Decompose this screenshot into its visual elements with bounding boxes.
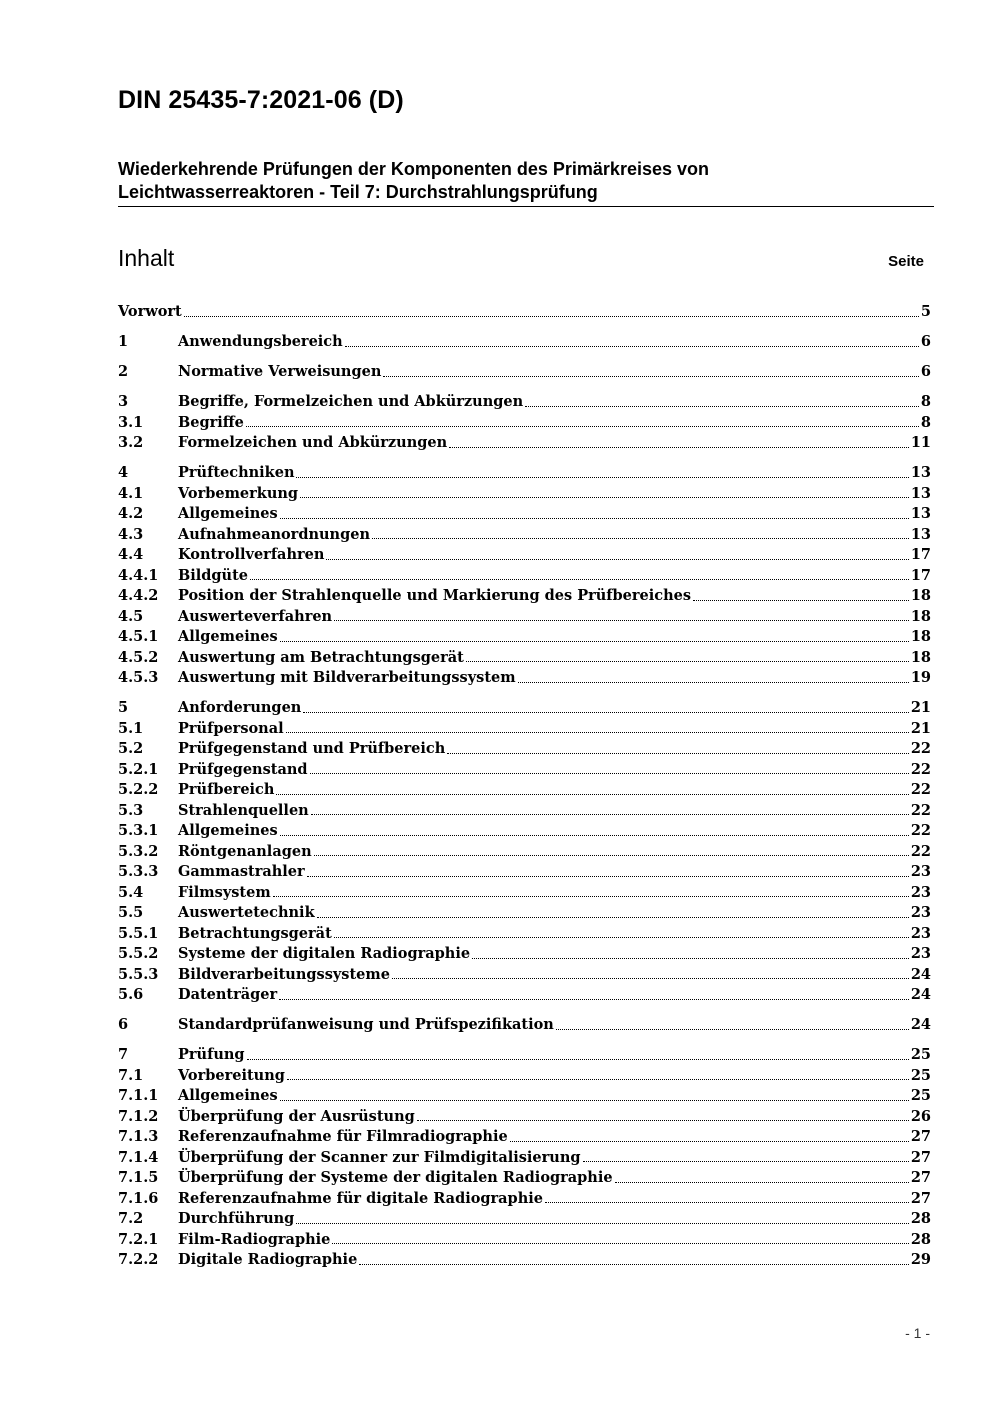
document-title [118, 158, 934, 207]
toc-entry-page: 27 [910, 1169, 931, 1186]
toc-entry[interactable] [118, 760, 931, 781]
dot-leader [247, 1058, 909, 1060]
dot-leader [359, 1263, 909, 1265]
toc-entry-label: Auswerteverfahren [178, 607, 333, 625]
dot-leader [310, 772, 909, 774]
dot-leader [345, 345, 919, 347]
toc-entry-number: 5.1 [118, 719, 144, 737]
dot-leader [311, 813, 909, 815]
dot-leader [545, 1201, 909, 1203]
toc-entry-label: Filmsystem [178, 883, 271, 901]
dot-leader [184, 315, 919, 317]
toc-entry[interactable] [118, 362, 931, 383]
dot-leader [447, 752, 909, 754]
toc-entry-number: 7.1.4 [118, 1148, 159, 1166]
dot-leader [332, 1242, 908, 1244]
toc-entry-page: 23 [910, 904, 931, 921]
toc-entry-page: 28 [910, 1230, 931, 1248]
toc-entry-number: 4.5.2 [118, 648, 159, 666]
toc-entry[interactable] [118, 903, 931, 924]
toc-entry-page: 6 [920, 363, 931, 380]
dot-leader [307, 875, 909, 877]
toc-entry[interactable] [118, 525, 931, 546]
toc-entry-label: Auswertung am Betrachtungsgerät [178, 648, 464, 666]
toc-entry-page: 13 [910, 464, 931, 481]
toc-entry[interactable] [118, 1230, 931, 1251]
toc-entry[interactable] [118, 668, 931, 689]
dot-leader [466, 660, 909, 662]
toc-entry-label: Formelzeichen und Abkürzungen [178, 434, 448, 451]
toc-entry-label: Prüftechniken [178, 464, 295, 481]
toc-entry-number: 5.3.1 [118, 822, 159, 839]
toc-entry-number: 4.2 [118, 505, 144, 522]
dot-leader [510, 1140, 909, 1142]
toc-entry-number: 7.2.1 [118, 1230, 159, 1248]
toc-heading: Inhalt [118, 245, 175, 271]
toc-entry[interactable] [118, 1127, 931, 1148]
toc-entry[interactable] [118, 1086, 931, 1107]
toc-entry-label: Prüfgegenstand und Prüfbereich [178, 740, 446, 757]
dot-leader [525, 405, 919, 407]
toc-entry-number: 2 [118, 363, 129, 380]
toc-page-column-heading: Seite [888, 253, 924, 270]
toc-entry-label: Gammastrahler [178, 863, 305, 880]
dot-leader [303, 711, 908, 713]
toc-entry-page: 27 [910, 1128, 931, 1145]
toc-entry-page: 25 [910, 1046, 931, 1063]
toc-entry-number: 5.2 [118, 740, 144, 757]
toc-entry-label: Überprüfung der Scanner zur Filmdigitalisierung [178, 1148, 581, 1166]
toc-entry-number: 5.2.2 [118, 781, 159, 798]
dot-leader [693, 599, 909, 601]
toc-entry-page: 24 [910, 986, 931, 1003]
toc-entry-page: 17 [910, 566, 931, 584]
dot-leader [449, 446, 909, 448]
toc-entry-number: 3.1 [118, 413, 144, 431]
page-number: - 1 - [905, 1325, 930, 1341]
toc-entry[interactable] [118, 862, 931, 883]
toc-entry-number: 7.1.6 [118, 1189, 159, 1207]
dot-leader [286, 731, 909, 733]
toc-entry-page: 11 [910, 434, 931, 451]
toc-entry-label: Vorbemerkung [178, 484, 299, 502]
dot-leader [279, 998, 909, 1000]
toc-entry-page: 21 [910, 699, 931, 716]
toc-entry[interactable] [118, 780, 931, 801]
toc-entry-label: Anforderungen [178, 699, 302, 716]
toc-entry-page: 17 [910, 546, 931, 563]
toc-entry-label: Überprüfung der Systeme der digitalen Radiographie [178, 1169, 613, 1186]
toc-entry[interactable] [118, 1189, 931, 1210]
toc-entry-number: 5.3.3 [118, 863, 159, 880]
toc-entry[interactable] [118, 1066, 931, 1087]
toc-entry-page: 5 [920, 303, 931, 320]
toc-entry-label: Vorwort [118, 303, 182, 320]
toc-entry-page: 23 [910, 924, 931, 942]
toc-entry-number: 7.1 [118, 1066, 144, 1084]
dot-leader [280, 517, 909, 519]
toc-entry-label: Position der Strahlenquelle und Markierung des Prüfbereiches [178, 587, 692, 604]
toc-entry-page: 22 [910, 760, 931, 778]
toc-entry-label: Bildverarbeitungssysteme [178, 965, 390, 983]
toc-entry[interactable] [118, 1250, 931, 1271]
toc-entry-number: 7.1.3 [118, 1128, 159, 1145]
dot-leader [615, 1181, 909, 1183]
dot-leader [246, 425, 919, 427]
toc-entry-number: 5.2.1 [118, 760, 159, 778]
toc-entry-page: 22 [910, 842, 931, 860]
toc-entry-page: 26 [910, 1107, 931, 1125]
dot-leader [250, 578, 909, 580]
dot-leader [472, 957, 909, 959]
toc-entry[interactable] [118, 1015, 931, 1036]
toc-entry-page: 25 [910, 1066, 931, 1084]
toc-entry[interactable] [118, 586, 931, 607]
toc-entry-number: 4.4.2 [118, 587, 159, 604]
toc-entry[interactable] [118, 332, 931, 353]
toc-entry-label: Allgemeines [178, 822, 278, 839]
toc-entry-label: Prüfgegenstand [178, 760, 308, 778]
toc-entry-number: 7.1.1 [118, 1087, 159, 1104]
toc-entry-number: 5.6 [118, 986, 144, 1003]
toc-entry-number: 5 [118, 699, 129, 716]
toc-entry[interactable] [118, 607, 931, 628]
toc-entry[interactable] [118, 719, 931, 740]
toc-entry-label: Röntgenanlagen [178, 842, 312, 860]
toc-entry[interactable] [118, 821, 931, 842]
toc-entry-number: 7.2 [118, 1210, 144, 1227]
toc-entry[interactable] [118, 302, 931, 323]
toc-entry-page: 6 [920, 333, 931, 350]
toc-entry-page: 18 [910, 587, 931, 604]
toc-entry[interactable] [118, 484, 931, 505]
toc-entry-number: 4.5.3 [118, 669, 159, 686]
toc-entry-page: 19 [910, 669, 931, 686]
toc-entry-number: 5.4 [118, 883, 144, 901]
toc-entry-page: 22 [910, 801, 931, 819]
dot-leader [280, 834, 909, 836]
dot-leader [334, 936, 909, 938]
toc-entry-page: 18 [910, 628, 931, 645]
toc-entry[interactable] [118, 1045, 931, 1066]
toc-entry[interactable] [118, 1107, 931, 1128]
toc-entry-label: Kontrollverfahren [178, 546, 325, 563]
toc-entry-label: Prüfung [178, 1046, 245, 1063]
toc-entry-page: 8 [920, 393, 931, 410]
toc-entry-page: 23 [910, 863, 931, 880]
dot-leader [392, 977, 909, 979]
toc-entry-label: Referenzaufnahme für Filmradiographie [178, 1128, 508, 1145]
toc-entry-label: Begriffe, Formelzeichen und Abkürzungen [178, 393, 524, 410]
toc-entry-number: 5.5.1 [118, 924, 159, 942]
toc-entry-label: Film-Radiographie [178, 1230, 331, 1248]
toc-entry[interactable] [118, 944, 931, 965]
toc-entry[interactable] [118, 842, 931, 863]
toc-entry-page: 22 [910, 822, 931, 839]
toc-entry-label: Bildgüte [178, 566, 249, 584]
toc-entry-label: Begriffe [178, 413, 244, 431]
toc-entry[interactable] [118, 965, 931, 986]
toc-entry-label: Allgemeines [178, 505, 278, 522]
toc-entry-number: 7.1.5 [118, 1169, 159, 1186]
toc-entry-label: Aufnahmeanordnungen [178, 525, 370, 543]
toc-entry-label: Datenträger [178, 986, 278, 1003]
toc-entry-label: Durchführung [178, 1210, 295, 1227]
toc-entry-label: Systeme der digitalen Radiographie [178, 945, 471, 962]
toc-entry[interactable] [118, 545, 931, 566]
toc-entry-number: 5.5.2 [118, 945, 159, 962]
dot-leader [372, 537, 909, 539]
toc-entry-number: 1 [118, 333, 129, 350]
toc-entry[interactable] [118, 698, 931, 719]
toc-entry[interactable] [118, 985, 931, 1006]
toc-entry-number: 7.2.2 [118, 1251, 159, 1268]
toc-entry-number: 4.5.1 [118, 628, 159, 645]
title-line-1: Wiederkehrende Prüfungen der Komponenten des Primärkreises von [118, 159, 709, 179]
toc-entry-label: Digitale Radiographie [178, 1251, 358, 1268]
toc-entry-label: Anwendungsbereich [178, 333, 343, 350]
toc-entry-page: 23 [910, 945, 931, 962]
toc-entry-page: 13 [910, 525, 931, 543]
toc-entry-number: 4.3 [118, 525, 144, 543]
toc-entry-page: 13 [910, 484, 931, 502]
dot-leader [326, 558, 908, 560]
toc-entry-label: Allgemeines [178, 628, 278, 645]
dot-leader [287, 1078, 909, 1080]
toc-entry[interactable] [118, 627, 931, 648]
toc-entry-number: 4.1 [118, 484, 144, 502]
toc-entry-page: 22 [910, 740, 931, 757]
toc-entry-page: 22 [910, 781, 931, 798]
toc-entry-number: 3 [118, 393, 129, 410]
toc-entry[interactable] [118, 463, 931, 484]
toc-entry[interactable] [118, 648, 931, 669]
toc-entry-page: 29 [910, 1251, 931, 1268]
dot-leader [296, 476, 908, 478]
toc-entry-label: Prüfbereich [178, 781, 275, 798]
dot-leader [280, 1099, 909, 1101]
toc-entry-label: Auswertetechnik [178, 904, 315, 921]
toc-entry-number: 4.4 [118, 546, 144, 563]
dot-leader [276, 793, 908, 795]
dot-leader [383, 375, 919, 377]
toc-entry[interactable] [118, 392, 931, 413]
toc-entry-label: Überprüfung der Ausrüstung [178, 1107, 415, 1125]
toc-entry-label: Auswertung mit Bildverarbeitungssystem [178, 669, 516, 686]
dot-leader [300, 496, 909, 498]
toc-entry[interactable] [118, 1209, 931, 1230]
table-of-contents [118, 302, 931, 1271]
toc-entry-number: 5.5.3 [118, 965, 159, 983]
dot-leader [273, 895, 909, 897]
toc-entry-page: 8 [920, 413, 931, 431]
toc-entry-page: 27 [910, 1148, 931, 1166]
toc-entry-page: 23 [910, 883, 931, 901]
toc-entry-number: 7 [118, 1046, 129, 1063]
toc-entry-number: 5.3.2 [118, 842, 159, 860]
toc-entry[interactable] [118, 801, 931, 822]
toc-entry-label: Betrachtungsgerät [178, 924, 332, 942]
dot-leader [280, 640, 909, 642]
toc-entry[interactable] [118, 1148, 931, 1169]
toc-entry-number: 4 [118, 464, 129, 481]
toc-entry-number: 3.2 [118, 434, 144, 451]
toc-entry-label: Standardprüfanweisung und Prüfspezifikation [178, 1016, 554, 1033]
toc-entry-number: 4.5 [118, 607, 144, 625]
toc-entry-page: 13 [910, 505, 931, 522]
toc-entry-number: 7.1.2 [118, 1107, 159, 1125]
dot-leader [317, 916, 909, 918]
dot-leader [334, 619, 909, 621]
toc-entry-number: 4.4.1 [118, 566, 159, 584]
dot-leader [296, 1222, 909, 1224]
toc-entry-label: Referenzaufnahme für digitale Radiographie [178, 1189, 543, 1207]
toc-entry-page: 24 [910, 1016, 931, 1033]
toc-entry-page: 21 [910, 719, 931, 737]
toc-entry-page: 28 [910, 1210, 931, 1227]
toc-entry-label: Strahlenquellen [178, 801, 309, 819]
dot-leader [556, 1028, 909, 1030]
toc-entry-page: 24 [910, 965, 931, 983]
toc-entry[interactable] [118, 1168, 931, 1189]
toc-entry-label: Normative Verweisungen [178, 363, 382, 380]
toc-entry[interactable] [118, 883, 931, 904]
toc-entry[interactable] [118, 566, 931, 587]
toc-entry-number: 5.3 [118, 801, 144, 819]
toc-entry[interactable] [118, 739, 931, 760]
toc-entry-page: 18 [910, 648, 931, 666]
title-line-2: Leichtwasserreaktoren - Teil 7: Durchstrahlungsprüfung [118, 182, 598, 202]
dot-leader [417, 1119, 909, 1121]
toc-entry[interactable] [118, 924, 931, 945]
toc-entry[interactable] [118, 504, 931, 525]
dot-leader [583, 1160, 909, 1162]
toc-entry-page: 25 [910, 1087, 931, 1104]
toc-entry-page: 18 [910, 607, 931, 625]
toc-entry[interactable] [118, 433, 931, 454]
dot-leader [314, 854, 909, 856]
document-id: DIN 25435-7:2021-06 (D) [118, 86, 404, 114]
dot-leader [518, 681, 909, 683]
toc-entry-number: 6 [118, 1016, 129, 1033]
toc-entry-label: Vorbereitung [178, 1066, 285, 1084]
toc-entry-label: Allgemeines [178, 1087, 278, 1104]
toc-entry-page: 27 [910, 1189, 931, 1207]
toc-entry-number: 5.5 [118, 904, 144, 921]
toc-entry-label: Prüfpersonal [178, 719, 284, 737]
toc-entry[interactable] [118, 413, 931, 434]
